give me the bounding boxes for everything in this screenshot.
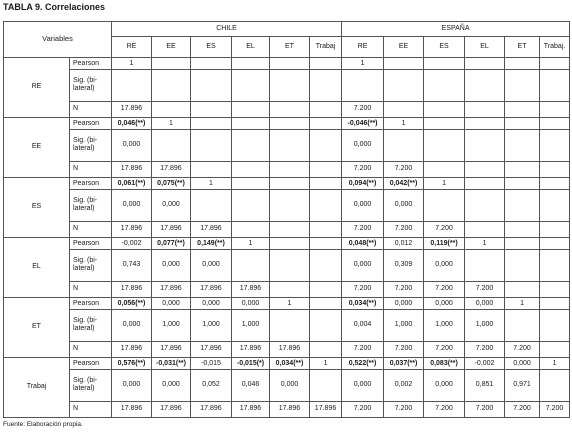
espana-cell: 7.200 (424, 401, 465, 417)
espana-cell: 1 (540, 357, 570, 369)
chile-cell (270, 177, 310, 189)
table-row (4, 281, 570, 297)
chile-cell: 1 (232, 237, 270, 249)
espana-cell (465, 221, 505, 237)
chile-cell (191, 70, 232, 102)
espana-cell (540, 130, 570, 162)
espana-cell (505, 237, 540, 249)
espana-cell: 7.200 (505, 341, 540, 357)
chile-cell: 0,046(**) (112, 117, 152, 129)
chile-cell (232, 250, 270, 282)
chile-cell (152, 101, 191, 117)
espana-cell: 0,000 (342, 190, 384, 222)
espana-cell: 0,000 (342, 250, 384, 282)
espana-cell (465, 250, 505, 282)
chile-cell (232, 117, 270, 129)
espana-cell: 1 (384, 117, 424, 129)
espana-cell: 0,971 (505, 370, 540, 402)
espana-cell (505, 161, 540, 177)
variable-label: ET (4, 297, 70, 357)
espana-cell: 0,309 (384, 250, 424, 282)
chile-cell (232, 130, 270, 162)
chile-cell (270, 190, 310, 222)
espana-cell (465, 70, 505, 102)
espana-cell: 0,042(**) (384, 177, 424, 189)
table-row (4, 250, 570, 282)
chile-cell (310, 58, 342, 70)
col-header: EE (384, 37, 424, 58)
variable-label: Trabaj (4, 357, 70, 417)
espana-cell (540, 297, 570, 309)
espana-cell (384, 70, 424, 102)
table-row (4, 401, 570, 417)
chile-cell: 0,000 (152, 297, 191, 309)
col-header: RE (112, 37, 152, 58)
espana-cell: 7.200 (424, 281, 465, 297)
variable-label: EE (4, 117, 70, 177)
chile-cell (270, 237, 310, 249)
espana-cell (540, 341, 570, 357)
stat-label: N (70, 341, 112, 357)
espana-cell: 0,004 (342, 310, 384, 342)
chile-cell (270, 161, 310, 177)
espana-cell: 7.200 (540, 401, 570, 417)
chile-cell (270, 70, 310, 102)
chile-cell: 0,000 (191, 297, 232, 309)
chile-cell: 0,075(**) (152, 177, 191, 189)
chile-cell (191, 190, 232, 222)
espana-cell: 7.200 (342, 161, 384, 177)
col-header: Trabaj. (540, 37, 570, 58)
variable-label: EL (4, 237, 70, 297)
espana-cell (424, 190, 465, 222)
chile-cell: 1 (191, 177, 232, 189)
espana-cell: 0,000 (424, 370, 465, 402)
chile-cell (310, 101, 342, 117)
espana-cell: 7.200 (465, 281, 505, 297)
chile-cell: 0,000 (152, 190, 191, 222)
espana-cell: 0,048(**) (342, 237, 384, 249)
table-row (4, 177, 570, 189)
chile-cell (310, 190, 342, 222)
variables-header: Variables (4, 22, 112, 58)
espana-cell (505, 117, 540, 129)
table-row (4, 221, 570, 237)
chile-cell (310, 297, 342, 309)
espana-cell (384, 58, 424, 70)
espana-cell: 7.200 (342, 221, 384, 237)
espana-cell (540, 101, 570, 117)
espana-cell: 0,094(**) (342, 177, 384, 189)
chile-cell: -0,002 (112, 237, 152, 249)
table-body (4, 58, 570, 418)
chile-cell: 0,046 (232, 370, 270, 402)
col-header: ET (505, 37, 540, 58)
chile-cell: 1 (310, 357, 342, 369)
espana-cell: 0,034(**) (342, 297, 384, 309)
header-row-groups (4, 22, 570, 37)
chile-cell (310, 310, 342, 342)
chile-cell (232, 58, 270, 70)
table-row (4, 130, 570, 162)
chile-cell: 17.896 (152, 281, 191, 297)
table-title: TABLA 9. Correlaciones (3, 2, 106, 12)
espana-cell (384, 101, 424, 117)
espana-cell (540, 310, 570, 342)
espana-cell: 0,000 (465, 297, 505, 309)
espana-cell: 7.200 (384, 161, 424, 177)
chile-cell: 17.896 (112, 341, 152, 357)
espana-cell: 7.200 (384, 401, 424, 417)
chile-cell: 0,077(**) (152, 237, 191, 249)
espana-cell (505, 221, 540, 237)
espana-cell: 1,000 (424, 310, 465, 342)
chile-cell (152, 58, 191, 70)
stat-label: Pearson (70, 297, 112, 309)
espana-cell (465, 177, 505, 189)
chile-cell: 17.896 (112, 401, 152, 417)
espana-cell: 7.200 (384, 221, 424, 237)
table-row (4, 58, 570, 70)
col-header: EE (152, 37, 191, 58)
chile-cell: 0,034(**) (270, 357, 310, 369)
stat-label: Sig. (bi-lateral) (70, 130, 112, 162)
chile-cell: 17.896 (112, 161, 152, 177)
espana-cell: 1 (342, 58, 384, 70)
chile-cell: 17.896 (112, 281, 152, 297)
espana-cell (505, 177, 540, 189)
chile-cell (270, 281, 310, 297)
chile-cell: 17.896 (232, 401, 270, 417)
espana-cell: 1,000 (465, 310, 505, 342)
chile-cell (310, 70, 342, 102)
stat-label: Sig. (bi-lateral) (70, 370, 112, 402)
chile-cell: 17.896 (232, 281, 270, 297)
chile-cell: 17.896 (191, 221, 232, 237)
table-row (4, 297, 570, 309)
table-row (4, 161, 570, 177)
table-row (4, 341, 570, 357)
stat-label: N (70, 221, 112, 237)
espana-cell (540, 250, 570, 282)
stat-label: Pearson (70, 117, 112, 129)
chile-cell: 17.896 (152, 161, 191, 177)
table-row (4, 310, 570, 342)
chile-cell: 17.896 (112, 221, 152, 237)
stat-label: Sig. (bi-lateral) (70, 310, 112, 342)
espana-cell: 0,000 (342, 370, 384, 402)
chile-cell (112, 70, 152, 102)
espana-cell (505, 310, 540, 342)
chile-cell (152, 70, 191, 102)
chile-cell: 17.896 (191, 341, 232, 357)
espana-cell (505, 130, 540, 162)
espana-cell (540, 117, 570, 129)
col-header: Trabaj (310, 37, 342, 58)
chile-cell: 0,061(**) (112, 177, 152, 189)
espana-cell: -0,046(**) (342, 117, 384, 129)
espana-cell (540, 281, 570, 297)
chile-cell: 17.896 (152, 341, 191, 357)
espana-cell: 0,000 (424, 250, 465, 282)
espana-cell (540, 161, 570, 177)
espana-cell (505, 70, 540, 102)
espana-cell (465, 101, 505, 117)
chile-cell: -0,031(**) (152, 357, 191, 369)
espana-cell (540, 237, 570, 249)
espana-cell: 0,002 (384, 370, 424, 402)
chile-cell (232, 70, 270, 102)
espana-cell (540, 177, 570, 189)
espana-cell (505, 250, 540, 282)
espana-cell: 0,000 (384, 297, 424, 309)
espana-cell: 7.200 (342, 341, 384, 357)
chile-cell: 0,000 (112, 130, 152, 162)
espana-cell (342, 70, 384, 102)
espana-cell: 0,522(**) (342, 357, 384, 369)
chile-cell (310, 341, 342, 357)
espana-cell: 7.200 (342, 281, 384, 297)
espana-cell (424, 130, 465, 162)
chile-cell (310, 237, 342, 249)
chile-cell: 17.896 (232, 341, 270, 357)
espana-cell (540, 70, 570, 102)
chile-cell (310, 370, 342, 402)
chile-cell: 0,576(**) (112, 357, 152, 369)
chile-cell (232, 221, 270, 237)
source-note: Fuente: Elaboración propia. (3, 421, 83, 428)
chile-cell: 0,000 (191, 250, 232, 282)
espana-cell (540, 58, 570, 70)
variable-label: ES (4, 177, 70, 237)
stat-label: N (70, 281, 112, 297)
stat-label: Pearson (70, 58, 112, 70)
espana-cell: 0,000 (424, 297, 465, 309)
chile-cell (152, 130, 191, 162)
stat-label: Sig. (bi-lateral) (70, 250, 112, 282)
espana-cell (505, 58, 540, 70)
chile-cell (191, 130, 232, 162)
chile-cell (270, 221, 310, 237)
chile-cell: 0,000 (112, 310, 152, 342)
espana-cell: 7.200 (342, 401, 384, 417)
chile-cell (232, 161, 270, 177)
espana-cell (465, 190, 505, 222)
chile-cell (270, 101, 310, 117)
col-header: RE (342, 37, 384, 58)
chile-cell: 17.896 (152, 401, 191, 417)
espana-cell: 7.200 (384, 341, 424, 357)
chile-cell (310, 250, 342, 282)
chile-cell: 17.896 (152, 221, 191, 237)
espana-cell: 1,000 (384, 310, 424, 342)
chile-cell (310, 281, 342, 297)
chile-cell: 0,000 (112, 190, 152, 222)
col-header: EL (465, 37, 505, 58)
chile-cell: 17.896 (191, 401, 232, 417)
table-row (4, 70, 570, 102)
espana-cell (540, 370, 570, 402)
espana-cell (465, 58, 505, 70)
espana-cell (424, 161, 465, 177)
espana-cell (540, 221, 570, 237)
stat-label: N (70, 401, 112, 417)
chile-cell (270, 130, 310, 162)
chile-cell: 1 (112, 58, 152, 70)
chile-cell (232, 177, 270, 189)
table-row (4, 370, 570, 402)
espana-cell: 1 (465, 237, 505, 249)
chile-cell: 17.896 (270, 401, 310, 417)
chile-cell (232, 190, 270, 222)
chile-cell: 0,000 (152, 250, 191, 282)
espana-cell (465, 130, 505, 162)
stat-label: Sig. (bi-lateral) (70, 190, 112, 222)
col-header: EL (232, 37, 270, 58)
stat-label: Sig. (bi-lateral) (70, 70, 112, 102)
chile-cell: 1,000 (191, 310, 232, 342)
espana-cell (424, 58, 465, 70)
espana-cell (424, 117, 465, 129)
chile-cell: 0,056(**) (112, 297, 152, 309)
espana-cell: 7.200 (465, 341, 505, 357)
espana-cell: 7.200 (342, 101, 384, 117)
espana-cell: 0,000 (505, 357, 540, 369)
espana-cell: 0,851 (465, 370, 505, 402)
chile-cell (310, 221, 342, 237)
variable-label: RE (4, 58, 70, 118)
chile-cell: 17.896 (191, 281, 232, 297)
chile-cell: 1,000 (232, 310, 270, 342)
chile-cell: 0,052 (191, 370, 232, 402)
espana-cell: 7.200 (424, 341, 465, 357)
col-header: ES (424, 37, 465, 58)
espana-cell (505, 281, 540, 297)
espana-cell: 0,119(**) (424, 237, 465, 249)
correlation-table (3, 21, 570, 418)
chile-cell (191, 101, 232, 117)
espana-cell: 1 (505, 297, 540, 309)
espana-cell: -0,002 (465, 357, 505, 369)
table-row (4, 190, 570, 222)
espana-cell: 0,083(**) (424, 357, 465, 369)
stat-label: Pearson (70, 177, 112, 189)
espana-cell (465, 161, 505, 177)
espana-cell (384, 130, 424, 162)
table-row (4, 101, 570, 117)
col-header: ES (191, 37, 232, 58)
chile-cell: 17.896 (270, 341, 310, 357)
espana-cell (424, 70, 465, 102)
table-row (4, 237, 570, 249)
espana-cell: 0,037(**) (384, 357, 424, 369)
espana-cell: 0,012 (384, 237, 424, 249)
espana-cell (505, 101, 540, 117)
chile-cell: -0,015(*) (232, 357, 270, 369)
espana-cell (424, 101, 465, 117)
chile-cell (270, 58, 310, 70)
espana-cell: 7.200 (384, 281, 424, 297)
espana-header: ESPAÑA (342, 22, 570, 37)
chile-cell: 1,000 (152, 310, 191, 342)
stat-label: Pearson (70, 357, 112, 369)
col-header: ET (270, 37, 310, 58)
espana-cell: 1 (424, 177, 465, 189)
chile-cell (310, 177, 342, 189)
chile-cell (270, 117, 310, 129)
chile-cell: 1 (152, 117, 191, 129)
espana-cell (465, 117, 505, 129)
chile-cell: 0,000 (270, 370, 310, 402)
chile-cell: 0,743 (112, 250, 152, 282)
chile-cell (191, 117, 232, 129)
espana-cell (505, 190, 540, 222)
espana-cell: 0,000 (384, 190, 424, 222)
chile-cell: 0,149(**) (191, 237, 232, 249)
chile-cell (310, 117, 342, 129)
espana-cell: 0,000 (342, 130, 384, 162)
stat-label: Pearson (70, 237, 112, 249)
chile-cell: 0,000 (152, 370, 191, 402)
chile-cell: 0,000 (232, 297, 270, 309)
espana-cell: 7.200 (465, 401, 505, 417)
chile-cell (310, 161, 342, 177)
espana-cell (540, 190, 570, 222)
table-row (4, 357, 570, 369)
espana-cell: 7.200 (505, 401, 540, 417)
chile-cell (270, 250, 310, 282)
chile-cell (310, 130, 342, 162)
espana-cell: 7.200 (424, 221, 465, 237)
table-row (4, 117, 570, 129)
chile-cell: 17.896 (310, 401, 342, 417)
chile-header: CHILE (112, 22, 342, 37)
chile-cell (191, 161, 232, 177)
stat-label: N (70, 161, 112, 177)
chile-cell: 0,000 (112, 370, 152, 402)
chile-cell: 1 (270, 297, 310, 309)
stat-label: N (70, 101, 112, 117)
chile-cell: 17.896 (112, 101, 152, 117)
chile-cell (270, 310, 310, 342)
chile-cell: -0,015 (191, 357, 232, 369)
chile-cell (232, 101, 270, 117)
chile-cell (191, 58, 232, 70)
